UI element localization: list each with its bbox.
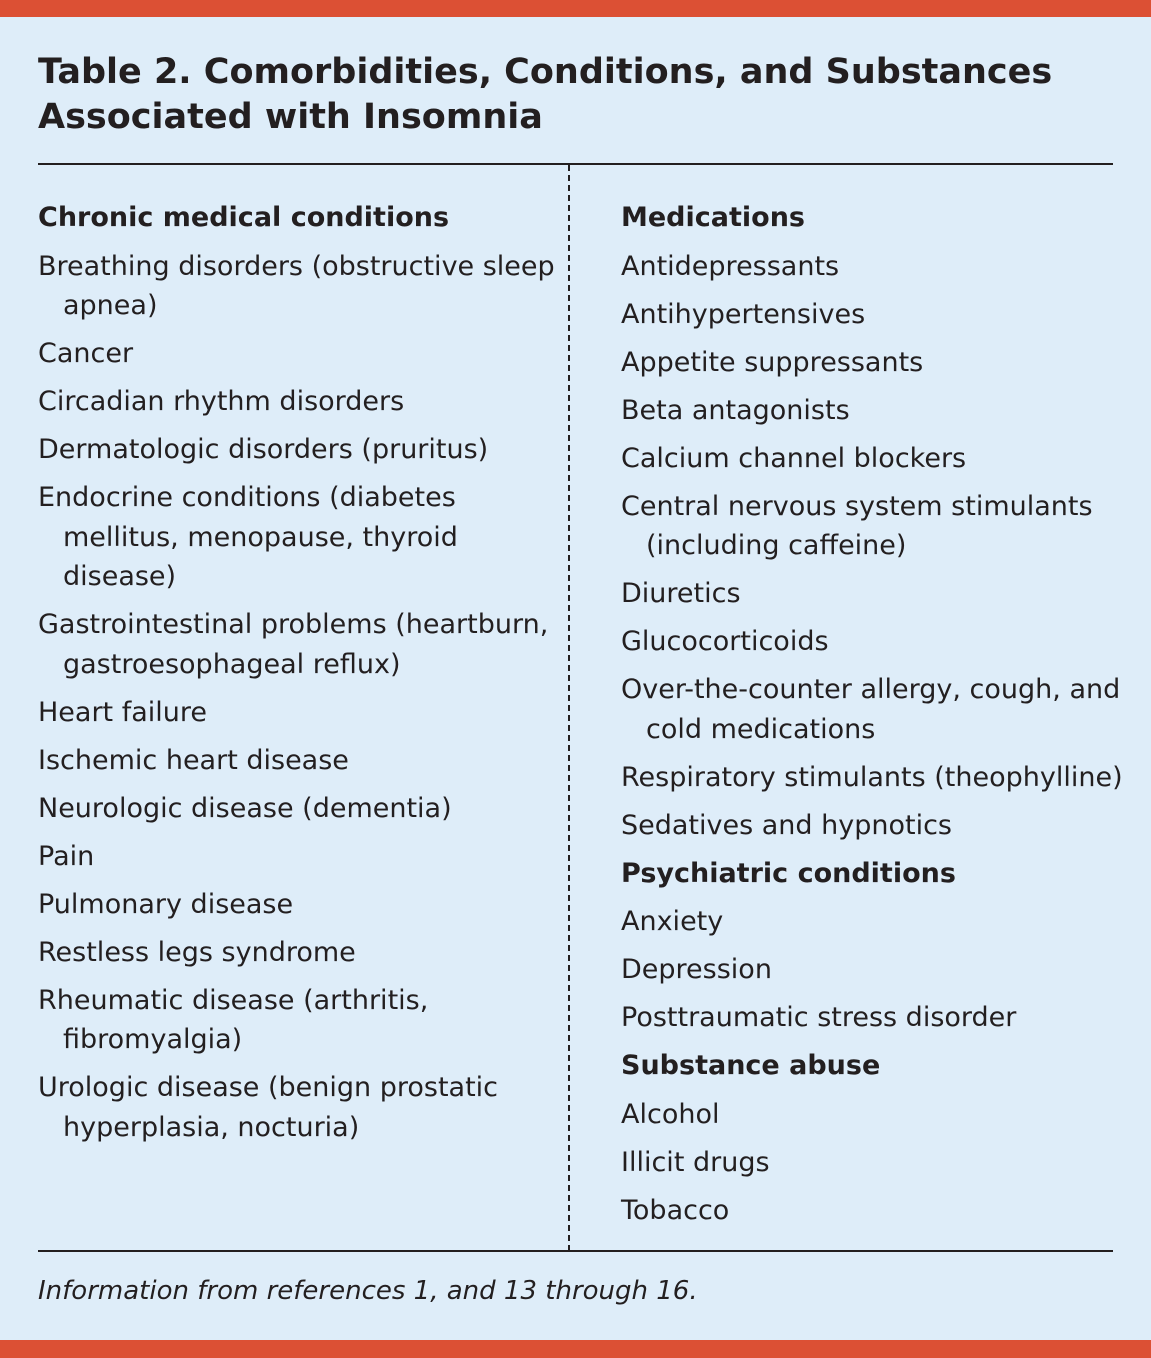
list-item: Posttraumatic stress disorder — [621, 1002, 1017, 1033]
list-item: Beta antagonists — [621, 394, 850, 426]
list-item: Antihypertensives — [621, 298, 866, 330]
list-item: Tobacco — [621, 1194, 730, 1226]
right-column — [621, 198, 1141, 1239]
list-item: Diuretics — [621, 578, 741, 609]
list-item: Ischemic heart disease — [38, 744, 349, 776]
left-column — [38, 198, 558, 1156]
section-heading: Chronic medical conditions — [38, 202, 450, 233]
footnote: Information from references 1, and 13 through 16. — [38, 1276, 698, 1306]
list-item: Central nervous system stimulants (including caffeine) — [621, 490, 1093, 561]
list-item: Circadian rhythm disorders — [38, 386, 405, 417]
section-heading: Psychiatric conditions — [621, 857, 956, 889]
list-item: Neurologic disease (dementia) — [38, 792, 452, 824]
section-heading: Medications — [621, 202, 805, 233]
list-item: Restless legs syndrome — [38, 936, 356, 968]
top-accent-bar — [0, 0, 1151, 17]
table-title: Table 2. Comorbidities, Conditions, and Substances Associated with Insomnia — [38, 52, 1053, 137]
list-item: Antidepressants — [621, 250, 840, 282]
list-item: Rheumatic disease (arthritis, fibromyalgia) — [38, 984, 429, 1055]
list-item: Dermatologic disorders (pruritus) — [38, 434, 489, 465]
list-item: Breathing disorders (obstructive sleep apnea) — [38, 250, 555, 321]
list-item: Calcium channel blockers — [621, 442, 967, 474]
list-item: Depression — [621, 954, 772, 985]
section-heading: Substance abuse — [621, 1050, 881, 1081]
list-item: Urologic disease (benign prostatic hyperplasia, nocturia) — [38, 1072, 499, 1143]
list-item: Respiratory stimulants (theophylline) — [621, 761, 1123, 793]
list-item: Over-the-counter allergy, cough, and cold medications — [621, 674, 1121, 745]
list-item: Cancer — [38, 338, 134, 369]
list-item: Gastrointestinal problems (heartburn, gastroesophageal reflux) — [38, 609, 549, 680]
list-item: Alcohol — [621, 1098, 720, 1130]
top-rule — [38, 163, 1113, 165]
bottom-rule — [38, 1250, 1113, 1252]
list-item: Endocrine conditions (diabetes mellitus, menopause, thyroid disease) — [38, 482, 458, 592]
list-item: Sedatives and hypnotics — [621, 809, 953, 841]
bottom-accent-bar — [0, 1340, 1151, 1358]
list-item: Appetite suppressants — [621, 346, 924, 378]
list-item: Illicit drugs — [621, 1146, 770, 1178]
list-item: Heart failure — [38, 696, 208, 728]
list-item: Pain — [38, 840, 95, 872]
column-divider — [568, 165, 570, 1251]
list-item: Anxiety — [621, 906, 724, 937]
list-item: Pulmonary disease — [38, 888, 294, 920]
list-item: Glucocorticoids — [621, 626, 829, 657]
